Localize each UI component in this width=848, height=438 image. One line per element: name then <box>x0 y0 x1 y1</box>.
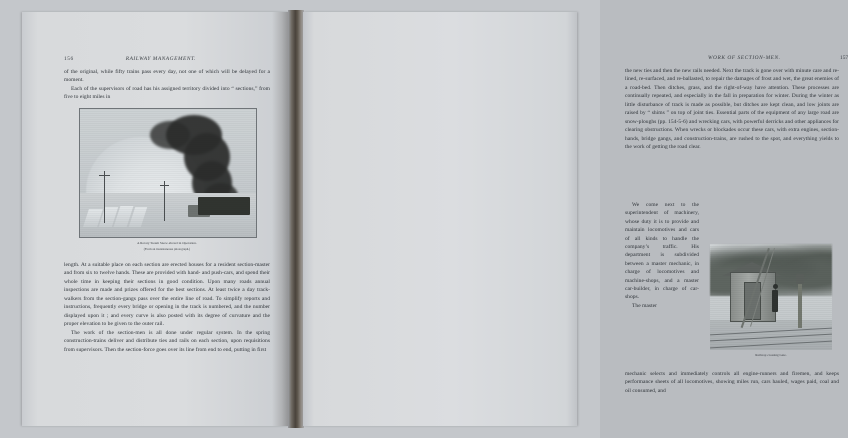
locomotive-and-cars <box>198 197 250 215</box>
right-page-text-bottom: mechanic selects and immediately controls all engine-runners and firemen, and keeps performance sheets of all locomotives, showing miles run, cars hauled, wages paid, coal and oil consumed, and <box>625 371 839 394</box>
left-figure-caption-line1: A Rotary Steam Snow-shovel in Operation. <box>137 241 197 245</box>
rotary-snow-plough-engraving <box>79 108 257 238</box>
right-page-narrow-column <box>625 201 699 310</box>
gatekeeper-head <box>773 284 778 289</box>
left-page-text-above-figure <box>64 68 270 102</box>
left-page-folio: 156 <box>64 56 74 62</box>
right-page <box>303 12 848 426</box>
right-figure-caption: Railway-crossing Gate. <box>755 353 787 357</box>
right-page-running-head: WORK OF SECTION-MEN. <box>708 55 781 61</box>
gatekeeper-figure <box>772 290 778 312</box>
left-page-running-head <box>64 56 196 62</box>
left-paragraph-3: length. At a suitable place on each section are erected houses for a resident section-master and from six to twelve hands. These are provided with hand- and push-cars, and spend their whole time in keeping their sections in good condition. Upon many roads annual inspections are made and prizes offered for the best sections. At least twice a day track-walkers from the section-gangs pass over the entire line of road. To simplify reports and instructions, frequently every bridge or opening in the track is numbered, and the number displayed upon it ; and every curve is also posted with its degree of curvature and the proper elevation to be given to the outer rail. <box>64 262 270 328</box>
signal-lamp <box>796 274 804 284</box>
telegraph-crossbar <box>99 175 110 176</box>
left-page-running-head-text: RAILWAY MANAGEMENT. <box>125 56 197 62</box>
left-paragraph-2: Each of the supervisors of road has his assigned territory divided into “ sections,” from five to eight miles in <box>64 85 270 101</box>
right-paragraph-narrow-2: The master <box>632 302 657 309</box>
telegraph-pole <box>164 181 165 221</box>
right-page-text-top: the new ties and then the new rails needed. Next the track is gone over with minute care and re-lined, re-surfaced, and re-ballasted, to repair the damages of frost and wet, the great enemies of a road-bed. Then ditches, grass, and the right-of-way have attention. These processes are continually repeated, and especially in the fall in preparation for winter. During the winter as little disturbance of track is made as possible, but ditches are kept clean, and low joints are raised by “ shims ” on top of joint ties. Essential parts of the equipment of any large road are snow-ploughs (pp. 154-5-6) and wrecking cars, with powerful derricks and other appliances for clearing obstructions. When wrecks or blockades occur these cars, with extra engines, section-hands, bridge gangs, and construction-trains, are rushed to the spot, and everything yields to the work of getting the road clear. <box>625 68 839 151</box>
left-page-text-below-figure <box>64 261 270 354</box>
right-page-folio: 157 <box>840 55 848 61</box>
left-page <box>22 12 290 426</box>
telegraph-crossbar <box>160 185 169 186</box>
signal-post <box>798 282 802 328</box>
left-paragraph-1: of the original, while fifty trains pass every day, not one of which will be delayed for a moment. <box>64 69 270 84</box>
left-figure-caption-line2: (From an instantaneous photograph.) <box>143 247 191 251</box>
left-paragraph-4: The work of the section-men is all done under regular system. In the spring construction-trains deliver and distribute ties and rails on each section, upon requisitions from supervisors. Then the section-force goes over its line from end to end, putting in first <box>64 329 270 353</box>
railway-crossing-gate-engraving <box>710 244 832 350</box>
book-gutter <box>288 10 304 428</box>
right-paragraph-narrow-1: We come next to the superintendent of machinery, whose duty it is to provide and maintain locomotives and cars of all kinds to handle the company’s traffic. His department is subdivided between a master mechanic, in charge of locomotives and machine-shops, and a master car-builder, in charge of car-shops. <box>625 202 699 301</box>
telegraph-pole <box>104 171 105 223</box>
